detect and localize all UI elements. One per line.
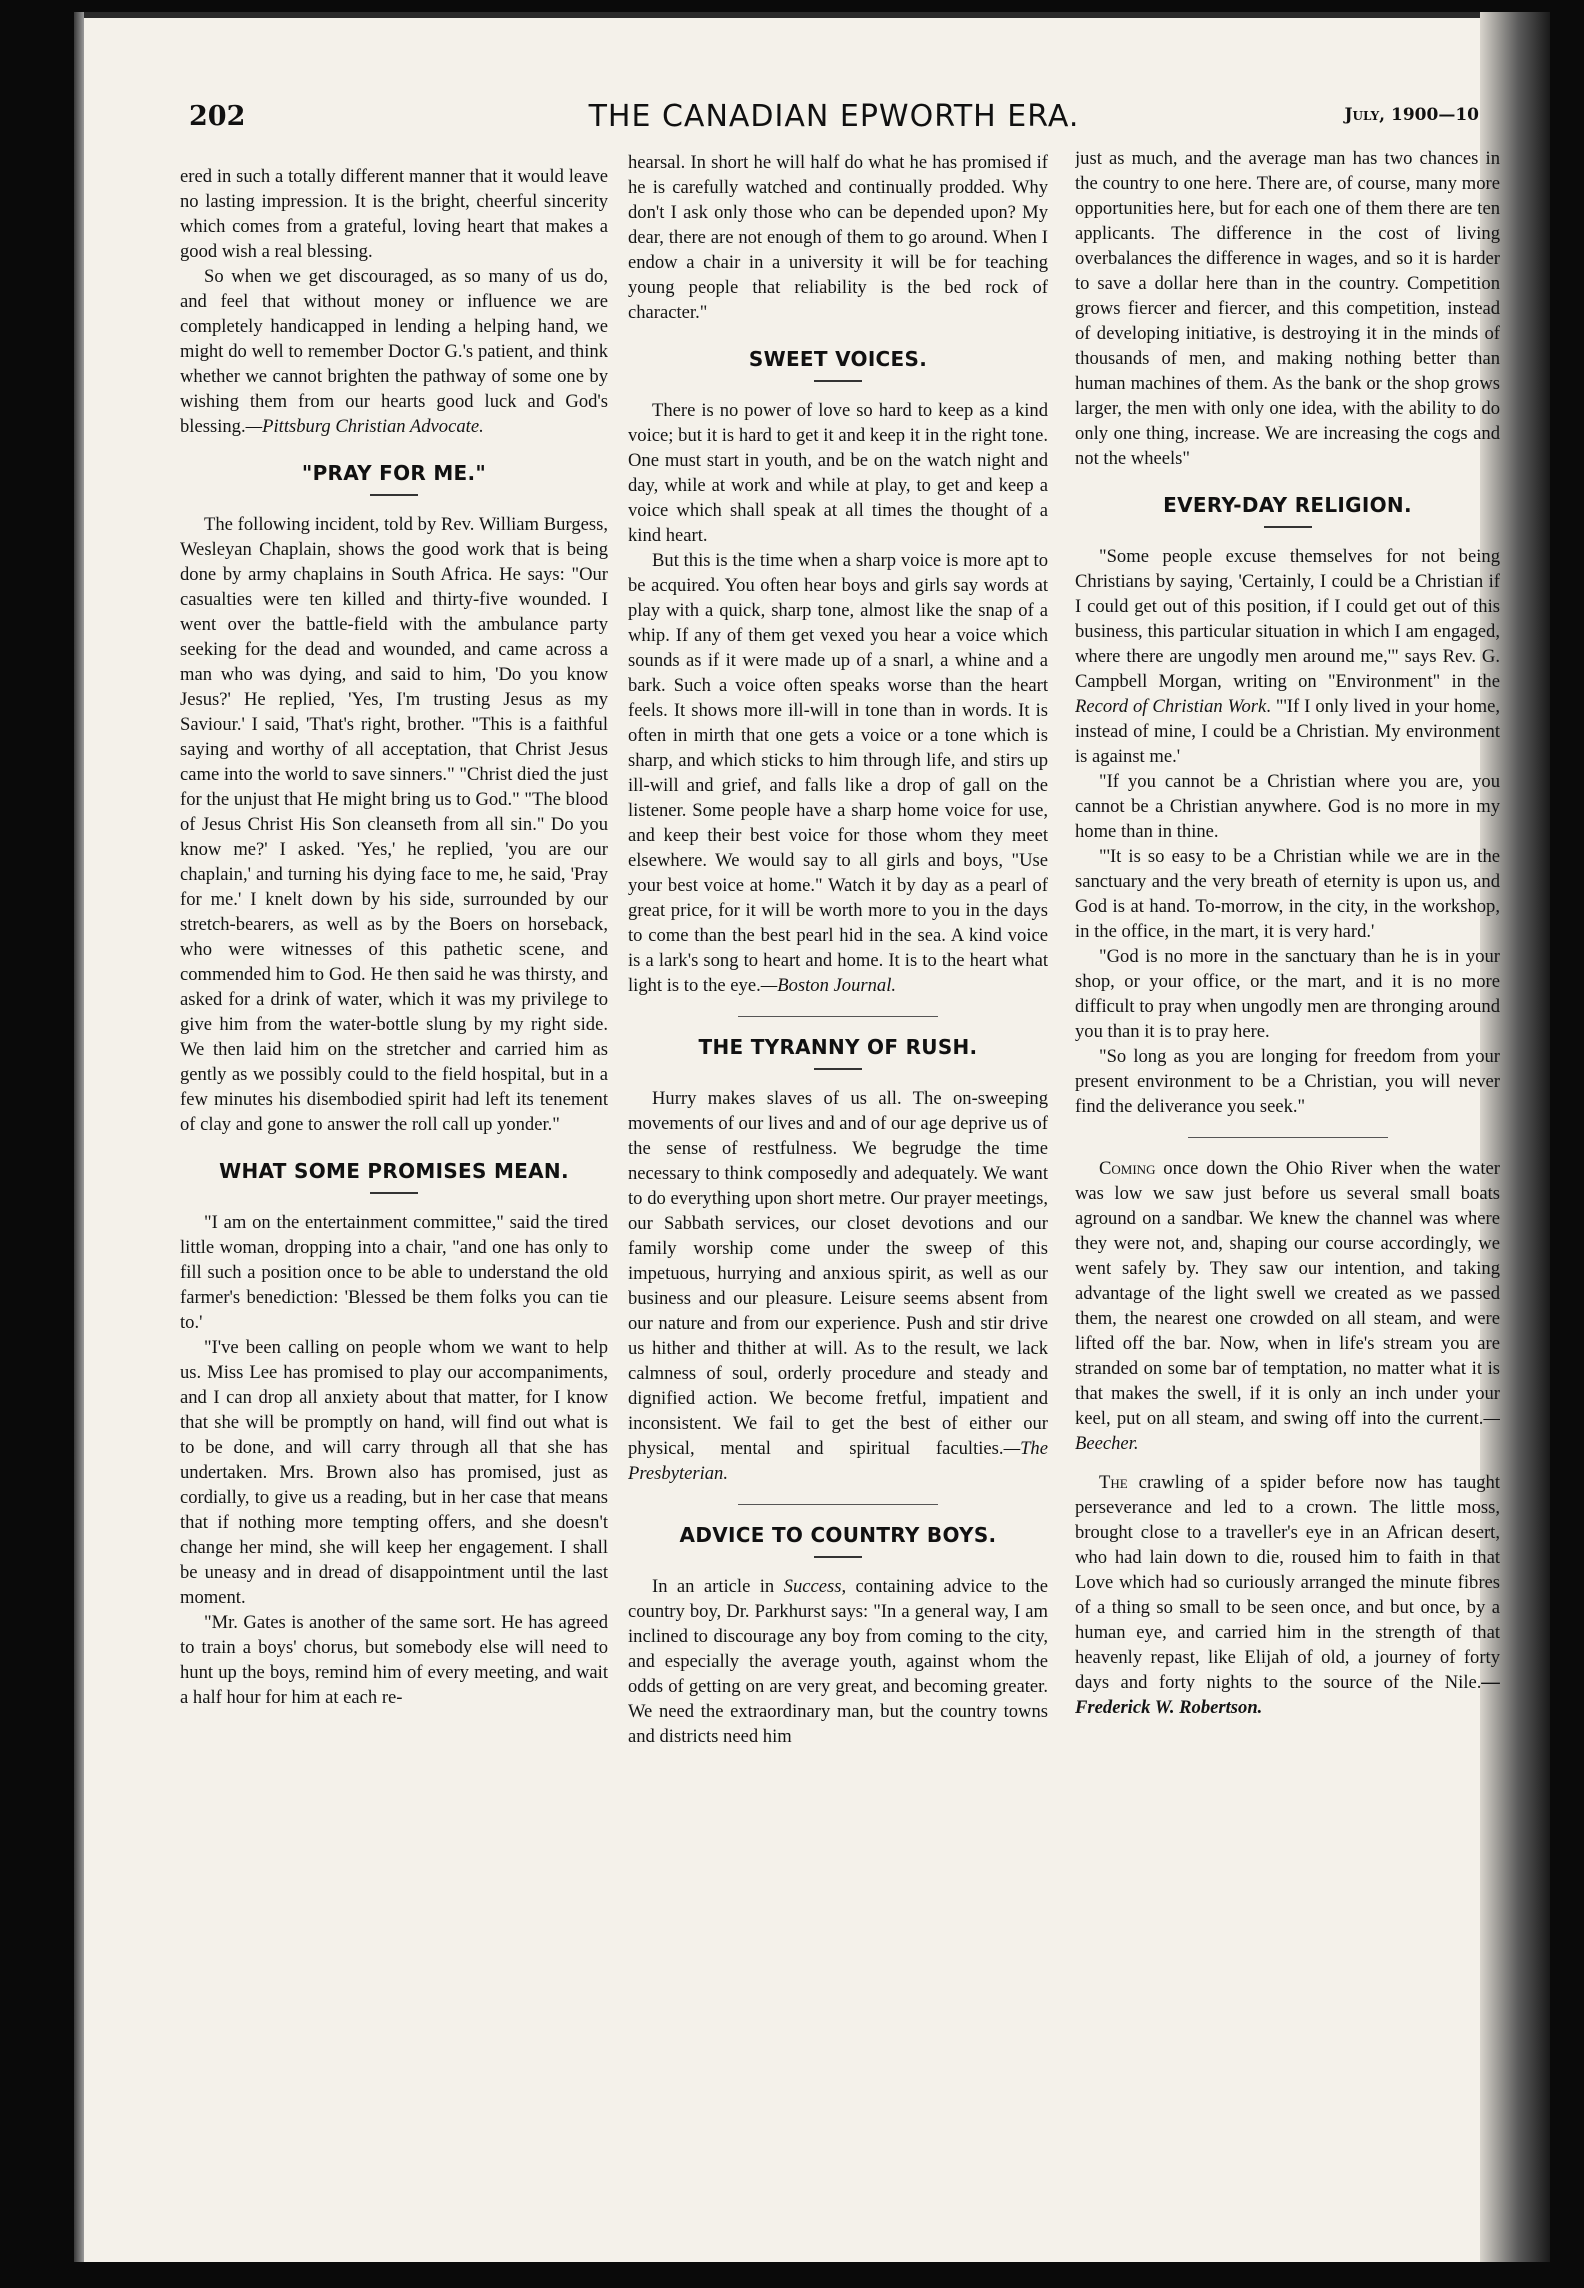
paragraph — [628, 548, 1048, 998]
heading-rule — [1264, 526, 1312, 528]
heading-rule — [814, 1068, 862, 1070]
heading-pray-for-me: "PRAY FOR ME." — [301, 461, 487, 485]
citation: —Frederick W. Robertson. — [1075, 1672, 1500, 1718]
journal-title: THE CANADIAN EPWORTH ERA. — [588, 99, 1080, 134]
heading-rule — [814, 380, 862, 382]
paragraph: "Mr. Gates is another of the same sort. He has agreed to train a boys' chorus, but somebody else will need to hunt up the boys, remind him of every meeting, and wait a half hour for him at each re- — [180, 1612, 608, 1708]
paragraph — [1075, 1156, 1500, 1456]
heading-rule — [370, 494, 418, 496]
paragraph: ered in such a totally different manner that it would leave no lasting impression. It is the bright, cheerful sincerity which comes from a grateful, loving heart that makes a good wish a real blessing. — [180, 166, 608, 262]
paragraph: hearsal. In short he will half do what he has promised if he is carefully watched and continually prodded. Why don't I ask only those who can be depended upon? My dear, there are not enough of them to go around. When I endow a chair in a university it will be for teaching young people that reliability is the bed rock of character." — [628, 152, 1048, 323]
paragraph: "So long as you are longing for freedom from your present environment to be a Christian, you will never find the deliverance you seek." — [1075, 1046, 1500, 1117]
paragraph — [1075, 544, 1500, 769]
paragraph-text: In an article in — [652, 1576, 784, 1597]
issue-date: July, 1900—10 — [1344, 105, 1479, 125]
paragraph — [628, 1574, 1048, 1749]
section-divider — [738, 1016, 938, 1017]
heading-tyranny-of-rush: THE TYRANNY OF RUSH. — [698, 1035, 978, 1059]
citation: —Boston Journal. — [760, 975, 897, 996]
section-divider — [738, 1504, 938, 1505]
paragraph: "'It is so easy to be a Christian while we are in the sanctuary and the very breath of eternity is upon us, and God is at hand. To-morrow, in the city, in the workshop, in the office, in the mart, it is very hard.' — [1075, 846, 1500, 942]
lead-in: Coming — [1099, 1158, 1156, 1179]
binding-gutter — [74, 12, 84, 2262]
heading-what-some-promises-mean: WHAT SOME PROMISES MEAN. — [219, 1159, 569, 1183]
paragraph-text: But this is the time when a sharp voice is more apt to be acquired. You often hear boys and girls say words at play with a quick, sharp tone, almost like the snap of a whip. If any of them get vexed you hear a voice which sounds as if it were made up of a snarl, a whine and a bark. Such a voice often speaks worse than the heart feels. It shows more ill-will in tone than in words. It is often in mirth that one gets a voice or a tone which is sharp, and which sticks to him through life, and stirs up ill-will and grief, and falls like a drop of gall on the listener. Some people have a sharp home voice for use, and keep their best voice for those whom they meet elsewhere. We would say to all girls and boys, "Use your best voice at home." Watch it by day as a pearl of great price, for it will be worth more to you in the days to come than the best pearl hid in the sea. A kind voice is a lark's song to heart and home. It is to the heart what light is to the eye. — [628, 550, 1048, 996]
column-1 — [180, 164, 608, 2239]
heading-sweet-voices: SWEET VOICES. — [748, 347, 928, 371]
paragraph — [180, 264, 608, 439]
publication-title: Record of Christian Work — [1075, 696, 1267, 717]
paragraph-text: once down the Ohio River when the water was low we saw just before us several small boats aground on a sandbar. We knew the channel was where they were not, and, shaping our course accordingly, we went safely by. They saw our intention, and taking advantage of the light swell we created as we passed them, the nearest one crowded on all steam, and were lifted off the bar. Now, when in life's stream you are stranded on some bar of temptation, no matter what it is that makes the swell, if it is only an inch under your keel, put on all steam, and swing off into the current. — [1075, 1158, 1500, 1429]
publication-title: Success — [783, 1576, 842, 1597]
citation: —Pittsburg Christian Advocate. — [245, 416, 484, 437]
heading-rule — [814, 1556, 862, 1558]
paragraph-text: So when we get discouraged, as so many of us do, and feel that without money or influence we are completely handicapped in lending a helping hand, we might do well to remember Doctor G.'s patient, and think whether we cannot brighten the pathway of some one by wishing them from our hearts good luck and God's blessing. — [180, 266, 608, 437]
paragraph-text: crawling of a spider before now has taught perseverance and led to a crown. The little moss, brought close to a traveller's eye in an African desert, who had lain down to die, roused him to faith in that Love which had so curiously arranged the minute fibres of a thing so small to be seen once, and but once, by a human eye, and carried him in the strength of that heavenly repast, like Elijah of old, a journey of forty days and forty nights to the source of the Nile. — [1075, 1472, 1500, 1693]
paragraph: just as much, and the average man has two chances in the country to one here. There are, of course, many more opportunities here, but for each one of them there are ten applicants. The difference in the cost of living overbalances the difference in wages, and so it is harder to save a dollar here than in the country. Competition grows fiercer and fiercer, and this competition, instead of developing initiative, is destroying it in the minds of thousands of men, and making nothing better than human machines of them. As the bank or the shop grows larger, the men with only one idea, with the ability to do only one thing, increase. We are increasing the cogs and not the wheels" — [1075, 148, 1500, 469]
paragraph: "I've been calling on people whom we want to help us. Miss Lee has promised to play our accompaniments, and I can drop all anxiety about that matter, for I know that she will be promptly on hand, will find out what is to be done, and will carry through all that she has undertaken. Mrs. Brown also has promised, just as cordially, to give us a reading, but in her case that means that if nothing more tempting offers, and she doesn't change her mind, she will keep her engagement. I shall be uneasy and in dread of disappointment until the last moment. — [180, 1337, 608, 1608]
paragraph-text: , containing advice to the country boy, Dr. Parkhurst says: "In a general way, I am inclined to discourage any boy from coming to the city, and especially the average youth, against whom the odds of getting on are very great, and becoming greater. We need the extraordinary man, but the country towns and districts need him — [628, 1576, 1048, 1747]
paragraph-text: "Some people excuse themselves for not being Christians by saying, 'Certainly, I could be a Christian if I could get out of this position, if I could get out of this business, this particular situation in which I am engaged, where there are ungodly men around me,'" says Rev. G. Campbell Morgan, writing on "Environment" in the — [1075, 546, 1500, 692]
paragraph: "If you cannot be a Christian where you are, you cannot be a Christian anywhere. God is no more in my home than in thine. — [1075, 771, 1500, 842]
paragraph — [1075, 1470, 1500, 1720]
paragraph — [628, 1086, 1048, 1486]
lead-in: The — [1099, 1472, 1128, 1493]
page-header — [189, 95, 1479, 143]
column-3 — [1075, 146, 1500, 2221]
page-number: 202 — [189, 101, 246, 132]
heading-every-day-religion: EVERY-DAY RELIGION. — [1163, 493, 1412, 517]
citation: —The Presbyterian. — [628, 1438, 1048, 1484]
paragraph: "God is no more in the sanctuary than he is in your shop, or your office, or the mart, and it is no more difficult to pray when ungodly men are thronging around you than it is to pray here. — [1075, 946, 1500, 1042]
paragraph: There is no power of love so hard to keep as a kind voice; but it is hard to get it and keep it in the right tone. One must start in youth, and be on the watch night and day, while at work and while at play, to get and keep a voice which shall speak at all times the thought of a kind heart. — [628, 400, 1048, 546]
page-top-edge — [74, 12, 1550, 18]
heading-advice-to-country-boys: ADVICE TO COUNTRY BOYS. — [679, 1523, 997, 1547]
paragraph-text: . "'If I only lived in your home, instead of mine, I could be a Christian. My environment is against me.' — [1075, 696, 1500, 767]
citation: —Beecher. — [1075, 1408, 1500, 1454]
paragraph: "I am on the entertainment committee," said the tired little woman, dropping into a chair, "and one has only to fill such a position once to be able to understand the old farmer's benediction: 'Blessed be them folks you can tie to.' — [180, 1212, 608, 1333]
column-2 — [628, 150, 1048, 2225]
paragraph-text: Hurry makes slaves of us all. The on-sweeping movements of our lives and and of our age deprive us of the sense of restfulness. We begrudge the time necessary to think composedly and adequately. We want to do everything upon short metre. Our prayer meetings, our Sabbath services, our closet devotions and our family worship come under the sweep of this impetuous, hurrying and anxious spirit, as well as our business and our pleasure. Leisure seems absent from our nature and from our experience. Push and stir drive us hither and thither at will. As to the result, we lack calmness of soul, orderly procedure and steady and dignified action. We become fretful, impatient and inconsistent. We fail to get the best of either our physical, mental and spiritual faculties. — [628, 1088, 1048, 1459]
section-divider — [1188, 1137, 1388, 1138]
paragraph: The following incident, told by Rev. William Burgess, Wesleyan Chaplain, shows the good work that is being done by army chaplains in South Africa. He says: "Our casualties were ten killed and thirty-five wounded. I went over the battle-field with the ambulance party seeking for the dead and wounded, and came across a man who was dying, and said to him, 'Do you know Jesus?' He replied, 'Yes, I'm trusting Jesus as my Saviour.' I said, 'That's right, brother. "This is a faithful saying and worthy of all acceptation, that Christ Jesus came into the world to save sinners." "Christ died the just for the unjust that He might bring us to God." "The blood of Jesus Christ His Son cleanseth from all sin." Do you know me?' I asked. 'Yes,' he replied, 'you are our chaplain,' and turning his dying face to me, he said, 'Pray for me.' I knelt down by his side, surrounded by our stretch-bearers, as well as by the Boers on horseback, who were witnesses of this pathetic scene, and commended him to God. He then said he was thirsty, and asked for a drink of water, which it was my privilege to give him from the water-bottle slung by my right side. We then laid him on the stretcher and carried him as gently as we possibly could to the field hospital, but in a few minutes his disembodied spirit had left its tenement of clay and gone to answer the roll call up yonder." — [180, 514, 608, 1135]
heading-rule — [370, 1192, 418, 1194]
